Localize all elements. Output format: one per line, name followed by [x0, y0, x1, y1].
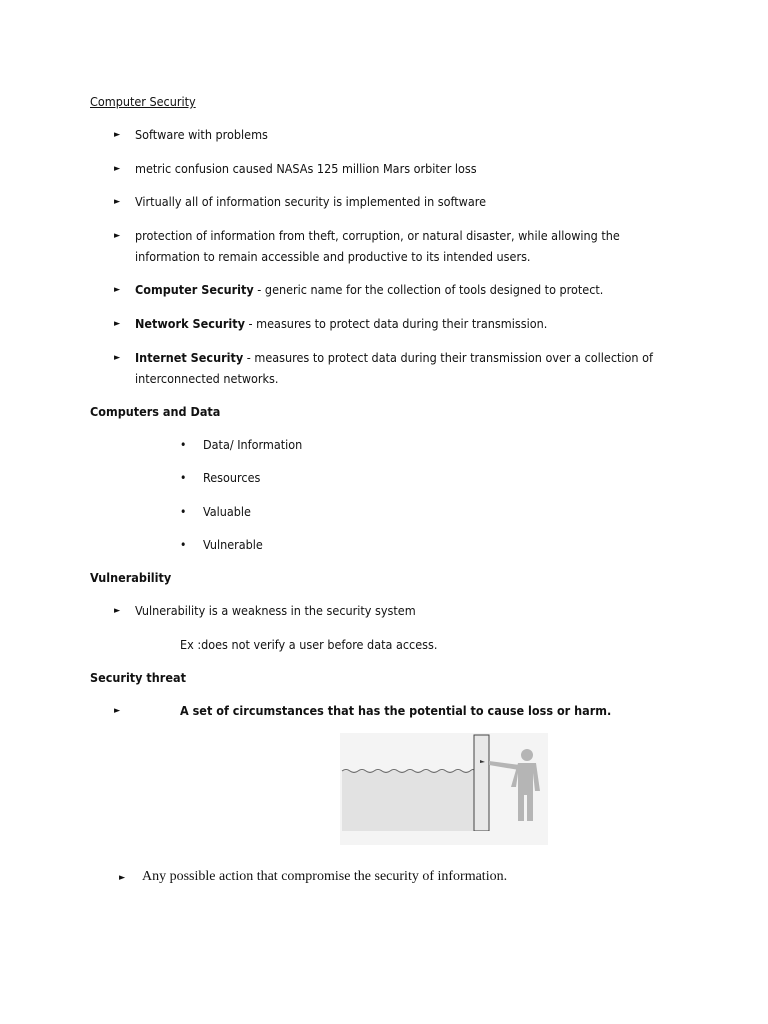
arrow-bullet-icon: ► — [114, 164, 121, 174]
section-title-vulnerability: Vulnerability — [90, 570, 172, 585]
arrow-bullet-icon: ► — [114, 285, 121, 295]
bullet-text: A set of circumstances that has the potential to cause loss or harm. — [180, 703, 612, 718]
definition-term: Network Security — [135, 316, 245, 331]
round-bullet-icon: • — [180, 538, 187, 552]
wall — [474, 735, 489, 831]
list-item: Resources — [203, 470, 261, 485]
arrow-bullet-icon: ► — [114, 706, 121, 716]
bullet-text: protection of information from theft, corruption, or natural disaster, while allowing the — [135, 228, 620, 243]
list-item: Valuable — [203, 504, 251, 519]
list-item: Vulnerable — [203, 537, 263, 552]
example-text: Ex :does not verify a user before data access. — [180, 637, 438, 652]
bullet-text-final: Any possible action that compromise the security of information. — [142, 869, 508, 884]
definition-text: - generic name for the collection of tools designed to protect. — [253, 282, 604, 297]
definition-term: Internet Security — [135, 350, 244, 365]
definition-internet-security — [135, 350, 653, 366]
round-bullet-icon: • — [180, 505, 187, 519]
arrow-bullet-icon: ► — [119, 873, 126, 883]
definition-continuation: interconnected networks. — [135, 371, 279, 386]
water-body — [342, 771, 474, 831]
arrow-bullet-icon: ► — [114, 606, 121, 616]
list-item: Data/ Information — [203, 437, 303, 452]
definition-text: - measures to protect data during their transmission. — [244, 316, 548, 331]
arrow-bullet-icon: ► — [114, 197, 121, 207]
definition-network-security — [135, 316, 547, 332]
round-bullet-icon: • — [180, 471, 187, 485]
round-bullet-icon: • — [180, 438, 187, 452]
section-title-computers-and-data: Computers and Data — [90, 404, 221, 419]
bullet-text: Vulnerability is a weakness in the security system — [135, 603, 416, 618]
bullet-text: Software with problems — [135, 127, 268, 142]
bullet-text: metric confusion caused NASAs 125 million Mars orbiter loss — [135, 161, 477, 176]
arrow-bullet-icon: ► — [114, 353, 121, 363]
arrow-bullet-icon: ► — [114, 319, 121, 329]
figure-caption-strip — [340, 831, 548, 845]
definition-term: Computer Security — [135, 282, 254, 297]
definition-text: - measures to protect data during their transmission over a collection of — [243, 350, 653, 365]
wall-threat-illustration — [340, 733, 548, 845]
definition-computer-security — [135, 282, 603, 298]
bullet-text-continuation: information to remain accessible and productive to its intended users. — [135, 249, 531, 264]
arrow-bullet-icon: ► — [114, 130, 121, 140]
section-title-computer-security: Computer Security — [90, 94, 196, 109]
section-title-security-threat: Security threat — [90, 670, 186, 685]
bullet-text: Virtually all of information security is implemented in software — [135, 194, 487, 209]
arrow-bullet-icon: ► — [114, 231, 121, 241]
